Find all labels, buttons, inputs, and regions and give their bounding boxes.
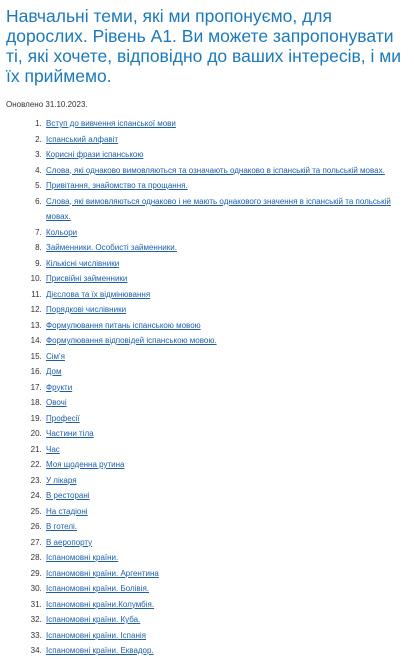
topic-link[interactable]: В аеропорту <box>46 537 93 547</box>
topic-link[interactable]: Овочі <box>46 398 67 407</box>
topic-link[interactable]: Іспаномовні країни. Іспанія <box>46 630 146 640</box>
updated-date: Оновлено 31.10.2023. <box>6 100 88 109</box>
list-item <box>44 194 414 225</box>
list-item <box>44 612 414 628</box>
list-item <box>44 240 414 256</box>
topic-link[interactable]: Час <box>46 444 60 454</box>
list-item <box>44 132 414 148</box>
list-item <box>44 225 414 241</box>
topic-link[interactable]: Іспаномовні країни. Еквадор. <box>46 646 154 655</box>
topic-link[interactable]: Кольори <box>46 227 78 237</box>
list-item <box>44 504 414 520</box>
list-item <box>44 380 414 396</box>
topic-link[interactable]: Слова, які однаково вимовляються та означають однаково в іспанській та польській мовах. <box>46 165 385 175</box>
topic-link[interactable]: Порядкові числівники <box>46 305 127 314</box>
topic-link[interactable]: Сім'я <box>46 351 65 361</box>
topic-link[interactable]: Дієслова та їх відмінювання <box>46 289 151 299</box>
list-item <box>44 178 414 194</box>
topic-link[interactable]: Іспанський алфавіт <box>46 134 119 144</box>
topic-link[interactable]: Корисні фрази іспанською <box>46 150 144 159</box>
list-item <box>44 364 414 380</box>
topic-link[interactable]: У лікаря <box>46 475 77 485</box>
list-item <box>44 581 414 597</box>
topic-link[interactable]: Кількісні числівники <box>46 258 120 268</box>
topic-link[interactable]: Привітання, знайомство та прощання. <box>46 181 188 190</box>
list-item <box>44 147 414 163</box>
topic-link[interactable]: Іспаномовні країни.Колумбія. <box>46 599 155 609</box>
list-item <box>44 318 414 334</box>
topic-link[interactable]: Іспаномовні країни. Болівія. <box>46 584 149 593</box>
topic-link[interactable]: Дом <box>46 367 62 376</box>
list-item <box>44 566 414 582</box>
topic-link[interactable]: Іспаномовні країни. <box>46 553 119 562</box>
topic-link[interactable]: Займенники. Особисті займенники. <box>46 243 177 252</box>
list-item <box>44 349 414 365</box>
list-item <box>44 442 414 458</box>
topic-link[interactable]: В ресторані <box>46 491 90 500</box>
list-item <box>44 411 414 427</box>
list-item <box>44 271 414 287</box>
list-item <box>44 457 414 473</box>
list-item <box>44 643 414 659</box>
list-item <box>44 426 414 442</box>
list-item <box>44 395 414 411</box>
list-item <box>44 333 414 349</box>
topic-link[interactable]: Іспаномовні країни. Аргентина <box>46 568 159 578</box>
list-item <box>44 628 414 644</box>
topic-link[interactable]: Професії <box>46 413 80 423</box>
topic-link[interactable]: На стадіоні <box>46 506 88 516</box>
topic-link[interactable]: Слова, які вимовляються однаково і не мають однакового значення в іспанській та польській мовах. <box>46 196 391 221</box>
topic-link[interactable]: Присвійні займенники <box>46 274 128 283</box>
list-item <box>44 116 414 132</box>
topic-link[interactable]: Іспаномовні країни. Куба. <box>46 615 141 624</box>
topic-link[interactable]: Формулювання питань іспанською мовою <box>46 320 201 330</box>
list-item <box>44 473 414 489</box>
list-item <box>44 163 414 179</box>
topic-link[interactable]: Формулювання відповідей іспанською мовою. <box>46 336 217 345</box>
topic-link[interactable]: В готелі. <box>46 522 77 531</box>
page-title: Навчальні теми, які ми пропонуємо, для дорослих. Рівень А1. Ви можете запропонувати ті, які хочете, відповідно до ваших інтересів, і ми їх приймемо. <box>6 6 402 86</box>
list-item <box>44 256 414 272</box>
topic-link[interactable]: Фрукти <box>46 382 73 392</box>
topic-list <box>6 116 414 659</box>
list-item <box>44 287 414 303</box>
topic-link[interactable]: Моя щоденна рутина <box>46 460 125 469</box>
list-item <box>44 488 414 504</box>
list-item <box>44 597 414 613</box>
topic-link[interactable]: Вступ до вивчення іспанської мови <box>46 119 176 128</box>
list-item <box>44 302 414 318</box>
list-item <box>44 535 414 551</box>
list-item <box>44 519 414 535</box>
topic-link[interactable]: Частини тіла <box>46 429 94 438</box>
list-item <box>44 550 414 566</box>
